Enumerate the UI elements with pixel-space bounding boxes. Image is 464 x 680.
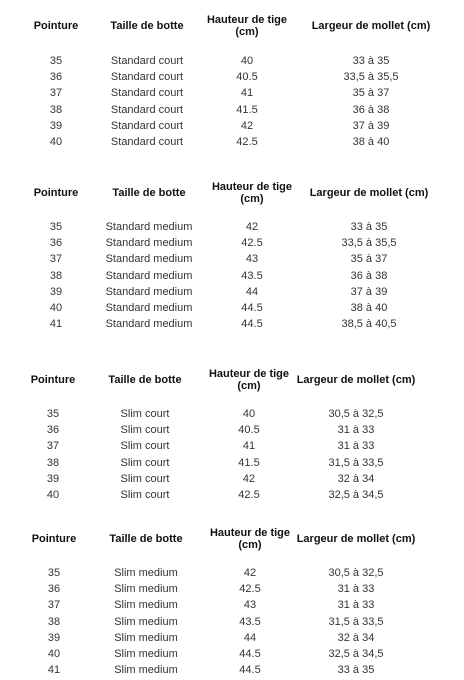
- cell-pointure: 41: [47, 664, 61, 677]
- table-row: [22, 284, 442, 300]
- cell-largeur: 33,5 à 35,5: [343, 71, 399, 84]
- table-row: [22, 646, 418, 662]
- cell-pointure: 37: [46, 440, 60, 453]
- cell-taille: Standard court: [110, 71, 184, 84]
- cell-taille: Slim court: [120, 489, 170, 502]
- cell-largeur: 38 à 40: [352, 136, 390, 149]
- cell-hauteur: 41.5: [238, 456, 260, 469]
- cell-pointure: 36: [49, 237, 63, 250]
- spacer-cell: [22, 556, 418, 565]
- cell-hauteur: 43.5: [239, 615, 261, 628]
- cell-largeur: 31 à 33: [337, 599, 375, 612]
- header-hauteur: Hauteur de tige (cm): [208, 368, 290, 392]
- cell-taille: Standard medium: [105, 221, 193, 233]
- spacer-cell: [20, 397, 418, 406]
- cell-hauteur: 40: [240, 55, 254, 67]
- cell-hauteur: 42: [243, 567, 257, 579]
- header-taille: Taille de botte: [110, 20, 184, 32]
- cell-taille: Slim court: [120, 472, 170, 485]
- header-pointure: Pointure: [33, 20, 79, 32]
- table-row: [22, 662, 418, 678]
- cell-pointure: 36: [47, 583, 61, 596]
- header-taille: Taille de botte: [112, 187, 186, 199]
- cell-largeur: 32 à 34: [337, 631, 375, 644]
- cell-largeur: 30,5 à 32,5: [328, 408, 384, 420]
- cell-pointure: 36: [46, 424, 60, 437]
- header-spacer: [22, 556, 418, 565]
- cell-taille: Slim medium: [114, 583, 178, 596]
- cell-taille: Standard court: [110, 119, 184, 132]
- header-spacer: [20, 397, 418, 406]
- spacer-cell: [22, 210, 442, 219]
- cell-hauteur: 42: [242, 472, 256, 485]
- cell-hauteur: 41: [240, 87, 254, 100]
- cell-taille: Slim court: [120, 440, 170, 453]
- cell-hauteur: 42.5: [238, 489, 260, 502]
- cell-taille: Slim medium: [114, 567, 178, 579]
- cell-hauteur: 42: [245, 221, 259, 233]
- header-pointure: Pointure: [33, 187, 79, 199]
- cell-taille: Slim medium: [114, 599, 178, 612]
- cell-pointure: 39: [47, 631, 61, 644]
- table-row: [22, 235, 442, 251]
- header-pointure: Pointure: [31, 533, 77, 545]
- cell-largeur: 32,5 à 34,5: [328, 648, 384, 661]
- cell-pointure: 39: [49, 119, 63, 132]
- header-hauteur: Hauteur de tige (cm): [206, 14, 288, 38]
- cell-taille: Standard medium: [105, 269, 193, 282]
- cell-pointure: 38: [49, 103, 63, 116]
- table-row: [20, 134, 450, 150]
- size-table-slim-court: [20, 363, 418, 503]
- cell-taille: Standard court: [110, 103, 184, 116]
- cell-largeur: 37 à 39: [352, 119, 390, 132]
- cell-hauteur: 42.5: [241, 237, 263, 250]
- cell-taille: Standard court: [110, 87, 184, 100]
- header-hauteur: Hauteur de tige (cm): [209, 527, 291, 551]
- cell-hauteur: 40.5: [238, 424, 260, 437]
- cell-largeur: 35 à 37: [352, 87, 390, 100]
- header-spacer: [22, 210, 442, 219]
- cell-largeur: 32 à 34: [337, 472, 375, 485]
- cell-taille: Standard medium: [105, 318, 193, 331]
- cell-taille: Standard court: [110, 136, 184, 149]
- cell-largeur: 33 à 35: [352, 55, 390, 67]
- header-largeur: Largeur de mollet (cm): [309, 187, 429, 199]
- table-row: [20, 102, 450, 118]
- cell-hauteur: 44.5: [241, 302, 263, 315]
- cell-pointure: 37: [47, 599, 61, 612]
- cell-hauteur: 43: [243, 599, 257, 612]
- cell-pointure: 40: [47, 648, 61, 661]
- cell-hauteur: 44.5: [239, 648, 261, 661]
- table-row: [22, 219, 442, 235]
- cell-hauteur: 40.5: [236, 71, 258, 84]
- cell-hauteur: 41: [242, 440, 256, 453]
- cell-largeur: 31,5 à 33,5: [328, 615, 384, 628]
- table-row: [20, 406, 418, 422]
- size-table-standard-court: [20, 8, 450, 150]
- cell-largeur: 36 à 38: [350, 269, 388, 282]
- header-largeur: Largeur de mollet (cm): [296, 374, 416, 386]
- cell-pointure: 41: [49, 318, 63, 331]
- cell-hauteur: 42.5: [236, 136, 258, 149]
- cell-pointure: 35: [49, 221, 63, 233]
- cell-hauteur: 42.5: [239, 583, 261, 596]
- cell-pointure: 35: [46, 408, 60, 420]
- cell-pointure: 39: [46, 472, 60, 485]
- table-row: [20, 422, 418, 438]
- table-row: [22, 614, 418, 630]
- header-hauteur: Hauteur de tige (cm): [211, 181, 293, 205]
- cell-pointure: 35: [47, 567, 61, 579]
- cell-pointure: 39: [49, 285, 63, 298]
- table-row: [20, 53, 450, 69]
- header-pointure: Pointure: [30, 374, 76, 386]
- table-row: [20, 471, 418, 487]
- cell-largeur: 31 à 33: [337, 583, 375, 596]
- cell-taille: Slim medium: [114, 664, 178, 677]
- cell-largeur: 32,5 à 34,5: [328, 489, 384, 502]
- cell-largeur: 31 à 33: [337, 440, 375, 453]
- table-row: [20, 85, 450, 101]
- cell-pointure: 38: [47, 615, 61, 628]
- size-table-standard-medium: [22, 176, 442, 332]
- table-row: [22, 597, 418, 613]
- cell-pointure: 37: [49, 253, 63, 266]
- cell-largeur: 35 à 37: [350, 253, 388, 266]
- cell-pointure: 36: [49, 71, 63, 84]
- table-row: [22, 251, 442, 267]
- table-row: [20, 487, 418, 503]
- table-row: [22, 300, 442, 316]
- cell-largeur: 33,5 à 35,5: [341, 237, 397, 250]
- cell-taille: Slim court: [120, 424, 170, 437]
- cell-hauteur: 44.5: [239, 664, 261, 677]
- cell-largeur: 38,5 à 40,5: [341, 318, 397, 331]
- table-row: [22, 565, 418, 581]
- cell-taille: Standard medium: [105, 285, 193, 298]
- cell-taille: Slim medium: [114, 615, 178, 628]
- cell-pointure: 40: [46, 489, 60, 502]
- cell-pointure: 37: [49, 87, 63, 100]
- cell-largeur: 38 à 40: [350, 302, 388, 315]
- cell-largeur: 33 à 35: [350, 221, 388, 233]
- table-row: [22, 316, 442, 332]
- header-spacer: [20, 44, 450, 53]
- header-largeur: Largeur de mollet (cm): [311, 20, 431, 32]
- table-row: [20, 118, 450, 134]
- cell-taille: Slim court: [120, 456, 170, 469]
- cell-taille: Standard medium: [105, 237, 193, 250]
- cell-taille: Standard medium: [105, 302, 193, 315]
- cell-largeur: 33 à 35: [337, 664, 375, 677]
- table-row: [20, 455, 418, 471]
- cell-largeur: 30,5 à 32,5: [328, 567, 384, 579]
- cell-pointure: 40: [49, 302, 63, 315]
- cell-pointure: 38: [49, 269, 63, 282]
- cell-taille: Slim court: [120, 408, 170, 420]
- header-largeur: Largeur de mollet (cm): [296, 533, 416, 545]
- cell-hauteur: 40: [242, 408, 256, 420]
- cell-largeur: 31,5 à 33,5: [328, 456, 384, 469]
- cell-hauteur: 44: [245, 285, 259, 298]
- cell-hauteur: 42: [240, 119, 254, 132]
- cell-hauteur: 44.5: [241, 318, 263, 331]
- cell-pointure: 38: [46, 456, 60, 469]
- cell-taille: Standard medium: [105, 253, 193, 266]
- cell-taille: Slim medium: [114, 648, 178, 661]
- cell-taille: Standard court: [110, 55, 184, 67]
- cell-hauteur: 44: [243, 631, 257, 644]
- table-row: [20, 69, 450, 85]
- cell-hauteur: 43: [245, 253, 259, 266]
- cell-pointure: 40: [49, 136, 63, 149]
- table-row: [22, 630, 418, 646]
- header-taille: Taille de botte: [108, 374, 182, 386]
- cell-largeur: 31 à 33: [337, 424, 375, 437]
- cell-taille: Slim medium: [114, 631, 178, 644]
- spacer-cell: [20, 44, 450, 53]
- header-taille: Taille de botte: [109, 533, 183, 545]
- cell-largeur: 36 à 38: [352, 103, 390, 116]
- table-row: [22, 581, 418, 597]
- cell-pointure: 35: [49, 55, 63, 67]
- cell-hauteur: 43.5: [241, 269, 263, 282]
- table-row: [20, 438, 418, 454]
- table-row: [22, 268, 442, 284]
- cell-hauteur: 41.5: [236, 103, 258, 116]
- size-table-slim-medium: [22, 522, 418, 678]
- cell-largeur: 37 à 39: [350, 285, 388, 298]
